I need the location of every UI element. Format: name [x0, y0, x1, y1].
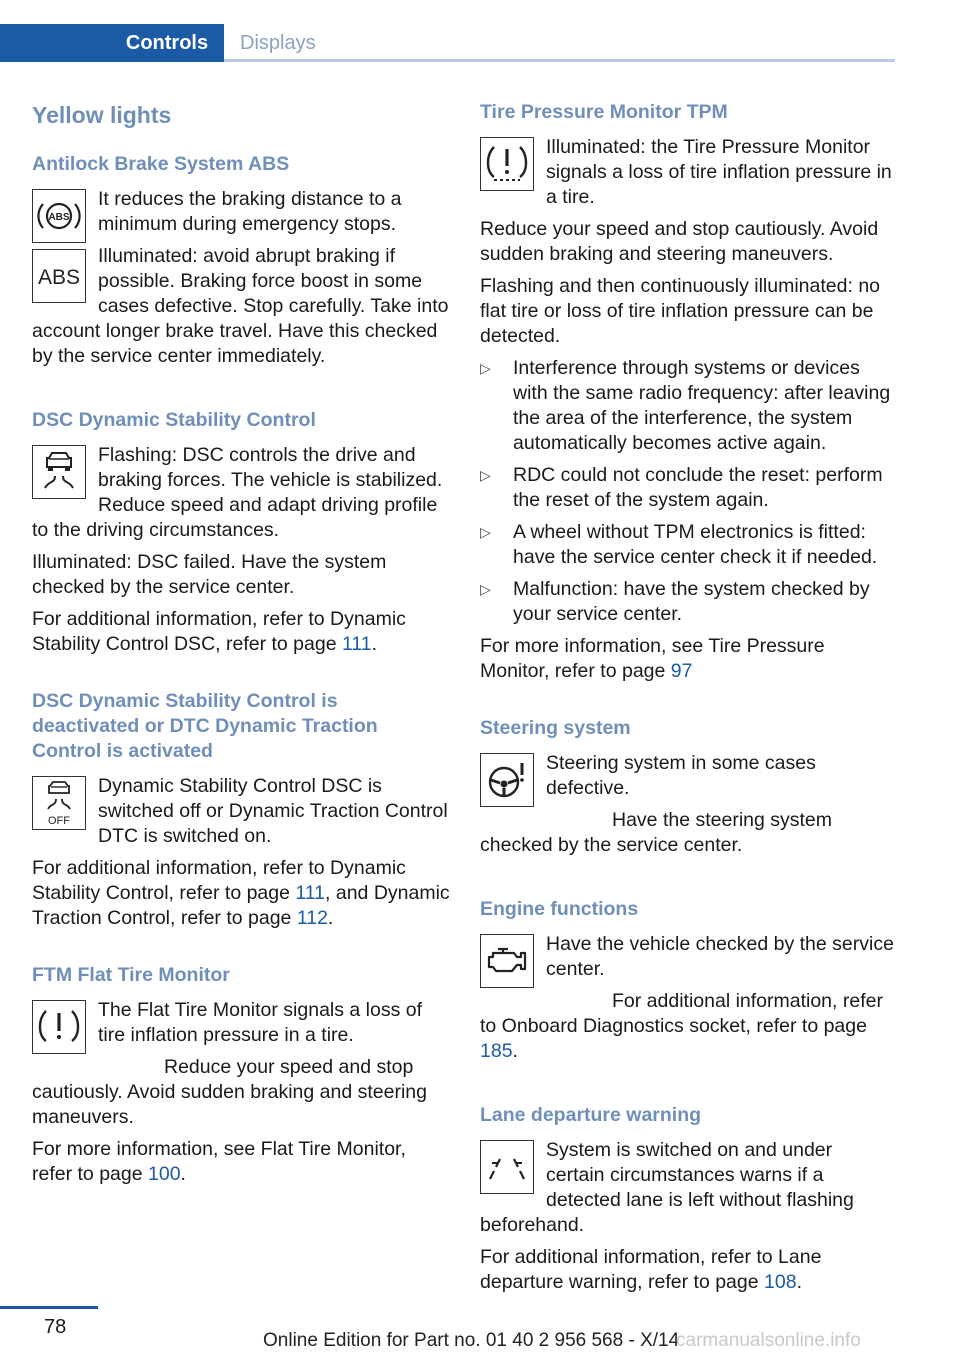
dsc-p3: For additional information, refer to Dynamic Stability Control DSC, refer to page 111.	[32, 608, 406, 655]
list-item: ▷ A wheel without TPM electronics is fitted: have the service center check it if needed.	[480, 520, 895, 570]
dtc-p1: Dynamic Stability Control DSC is switched off or Dynamic Traction Control DTC is switched on.	[98, 775, 448, 847]
list-item: ▷ Malfunction: have the system checked by your service center.	[480, 577, 895, 627]
chapter-tabs	[0, 24, 895, 62]
tpm-heading: Tire Pressure Monitor TPM	[480, 101, 728, 123]
lane-heading: Lane departure warning	[480, 1104, 702, 1126]
tpm-p4: For more information, see Tire Pressure Monitor, refer to page 97	[480, 635, 825, 682]
abs-p1: It reduces the braking distance to a minimum during emergency stops.	[98, 188, 402, 235]
tpm-warning-icon	[480, 137, 534, 191]
lane-section	[480, 1103, 895, 1295]
steering-section	[480, 716, 895, 865]
engine-p2: For additional information, refer to Onboard Diagnostics socket, refer to page 185.	[480, 990, 883, 1062]
tpm-p1: Illuminated: the Tire Pressure Monitor signals a loss of tire inflation pressure in a tire.	[546, 136, 892, 208]
engine-heading: Engine functions	[480, 898, 639, 920]
lane-p1: System is switched on and under certain circumstances warns if a detected lane is left without flashing beforehand.	[480, 1139, 854, 1236]
page-link-108[interactable]: 108	[764, 1271, 797, 1293]
ftm-p3: For more information, see Flat Tire Monitor, refer to page 100.	[32, 1138, 406, 1185]
svg-text:ABS: ABS	[48, 212, 70, 223]
abs-text-icon	[32, 249, 86, 303]
steering-p2: Have the steering system checked by the service center.	[480, 809, 833, 856]
tab-rule	[224, 59, 895, 62]
abs-heading: Antilock Brake System ABS	[32, 153, 290, 175]
steering-wheel-warning-icon	[480, 753, 534, 807]
left-column	[32, 100, 450, 1219]
tpm-p2: Reduce your speed and stop cautiously. Avoid sudden braking and steering maneuvers.	[480, 218, 879, 265]
engine-icon	[480, 934, 534, 988]
tire-pressure-warning-icon	[32, 1000, 86, 1054]
engine-p1: Have the vehicle checked by the service center.	[546, 933, 894, 980]
dsc-p2: Illuminated: DSC failed. Have the system checked by the service center.	[32, 551, 387, 598]
tab-displays[interactable]: Displays	[240, 31, 316, 54]
dtc-p2: For additional information, refer to Dynamic Stability Control, refer to page 111, and Dynamic Traction Control, refer to page 112.	[32, 857, 450, 929]
tpm-p3: Flashing and then continuously illuminated: no flat tire or loss of tire inflation pressure can be detected.	[480, 275, 881, 347]
tpm-section	[480, 100, 895, 684]
lane-p2: For additional information, refer to Lane departure warning, refer to page 108.	[480, 1246, 822, 1293]
dtc-heading: DSC Dynamic Stability Control is deactivated or DTC Dynamic Traction Control is activated	[32, 690, 378, 762]
ftm-p1: The Flat Tire Monitor signals a loss of tire inflation pressure in a tire.	[98, 999, 423, 1046]
page-number: 78	[44, 1316, 67, 1338]
dsc-p1: Flashing: DSC controls the drive and braking forces. The vehicle is stabilized. Reduce speed and adapt driving profile to the driving circumstances.	[32, 444, 443, 541]
tpm-bullet-list	[480, 356, 895, 627]
footer-rule	[0, 1306, 98, 1309]
list-item: ▷ Interference through systems or devices with the same radio frequency: after leaving the area of the interference, the system automatically becomes active again.	[480, 356, 895, 456]
page-link-112[interactable]: 112	[296, 907, 328, 929]
abs-section	[32, 152, 450, 376]
dtc-section	[32, 689, 450, 931]
abs-circle-icon	[32, 189, 86, 243]
section-title: Yellow lights	[32, 102, 172, 128]
right-column	[480, 100, 895, 1327]
dsc-heading: DSC Dynamic Stability Control	[32, 409, 316, 431]
ftm-section	[32, 963, 450, 1187]
tab-controls[interactable]: Controls	[0, 24, 224, 62]
list-item: ▷ RDC could not conclude the reset: perform the reset of the system again.	[480, 463, 895, 513]
footer-edition: Online Edition for Part no. 01 40 2 956 568 - X/14	[263, 1330, 680, 1351]
dsc-section	[32, 408, 450, 657]
watermark: carmanualsonline.info	[676, 1330, 861, 1351]
svg-text:OFF: OFF	[48, 815, 70, 827]
dsc-off-icon	[32, 776, 86, 830]
abs-p2: Illuminated: avoid abrupt braking if possible. Braking force boost in some cases defective. Stop carefully. Take into account longer brake travel. Have this checked by the service center immediately.	[32, 245, 449, 367]
page-link-97[interactable]: 97	[670, 660, 693, 682]
svg-text:ABS: ABS	[37, 266, 81, 289]
engine-section	[480, 897, 895, 1071]
ftm-heading: FTM Flat Tire Monitor	[32, 964, 230, 986]
dsc-skid-car-icon	[32, 445, 86, 499]
steering-p1: Steering system in some cases defective.	[546, 752, 816, 799]
lane-departure-icon	[480, 1140, 534, 1194]
steering-heading: Steering system	[480, 717, 631, 739]
page-link-111b[interactable]: 111	[295, 882, 326, 904]
page-link-185[interactable]: 185	[480, 1040, 513, 1062]
page-link-111[interactable]: 111	[341, 633, 372, 655]
ftm-p2: Reduce your speed and stop cautiously. Avoid sudden braking and steering maneuvers.	[32, 1056, 427, 1128]
page-link-100[interactable]: 100	[148, 1163, 181, 1185]
